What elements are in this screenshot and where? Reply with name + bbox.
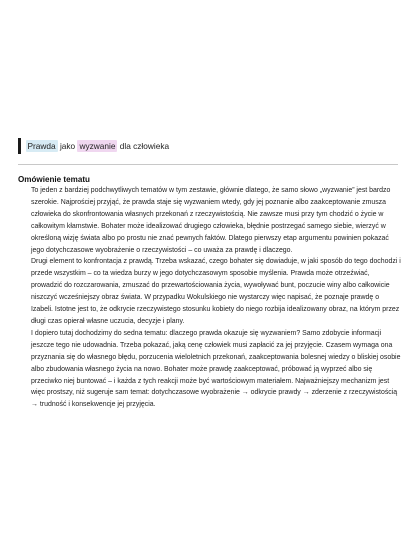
section-body xyxy=(31,185,401,411)
section-divider xyxy=(18,164,398,165)
title-highlight-prawda: Prawda xyxy=(27,141,56,151)
title-connector: jako xyxy=(57,141,78,151)
paragraph-3: I dopiero tutaj dochodzimy do sedna tematu: dlaczego prawda okazuje się wyzwaniem? Samo zdobycie informacji jeszcze tego nie udowadnia. Trzeba pokazać, jaką cenę człowiek musi zapłacić za jej przyjęcie. Czasem wymaga ona przyznania się do własnego błędu, porzucenia wieloletnich przekonań, zaakceptowania bolesnej wiedzy o bliskiej osobie albo zbudowania własnego życia na nowo. Bohater może prawdę zaakceptować, próbować ją wyprzeć albo się przeciwko niej buntować – i każda z tych reakcji może być wartościowym materiałem. Najważniejszy mechanizm jest więc prostszy, niż sugeruje sam temat: dotychczasowe wyobrażenie → odkrycie prawdy → zderzenie z rzeczywistością → trudność i konsekwencje jej przyjęcia. xyxy=(31,329,401,409)
topic-title-text xyxy=(26,140,170,152)
paragraph-2: Drugi element to konfrontacja z prawdą. Trzeba wskazać, czego bohater się dowiaduje, w jaki sposób do tego dochodzi i przede wszystkim – co ta wiedza burzy w jego dotychczasowym sposobie myślenia. Prawda może otrzeźwiać, prowadzić do rozczarowania, zmuszać do przewartościowania życia, wywoływać bunt, poczucie winy albo całkowicie niszczyć wcześniejszy obraz świata. W przypadku Wokulskiego nie wystarczy więc napisać, że poznaje prawdę o Izabeli. Istotne jest to, że odkrycie rzeczywistego stosunku kobiety do niego rozbija idealizowany obraz, na którym przez długi czas opierał własne uczucia, decyzje i plany. xyxy=(31,258,401,325)
topic-title xyxy=(18,138,169,154)
section-heading: Omówienie tematu xyxy=(18,175,90,184)
paragraph-1: To jeden z bardziej podchwytliwych tematów w tym zestawie, głównie dlatego, że samo słowo „wyzwanie” jest bardzo szerokie. Najprościej przyjąć, że prawda staje się wyzwaniem wtedy, gdy jej poznanie albo zaakceptowanie zmusza człowieka do skonfrontowania własnych przekonań z rzeczywistością. Nie zawsze musi przy tym chodzić o życie w całkowitym kłamstwie. Bohater może idealizować drugiego człowieka, błędnie postrzegać samego siebie, wierzyć w określoną wizję świata albo po prostu nie znać pewnych faktów. Dlatego pierwszy etap argumentu powinien pokazać jego dotychczasowe wyobrażenie o rzeczywistości – co uważa za prawdę i dlaczego. xyxy=(31,187,391,254)
title-tail: dla człowieka xyxy=(117,141,170,151)
title-accent-bar xyxy=(18,138,21,154)
title-highlight-wyzwanie: wyzwanie xyxy=(79,141,116,151)
